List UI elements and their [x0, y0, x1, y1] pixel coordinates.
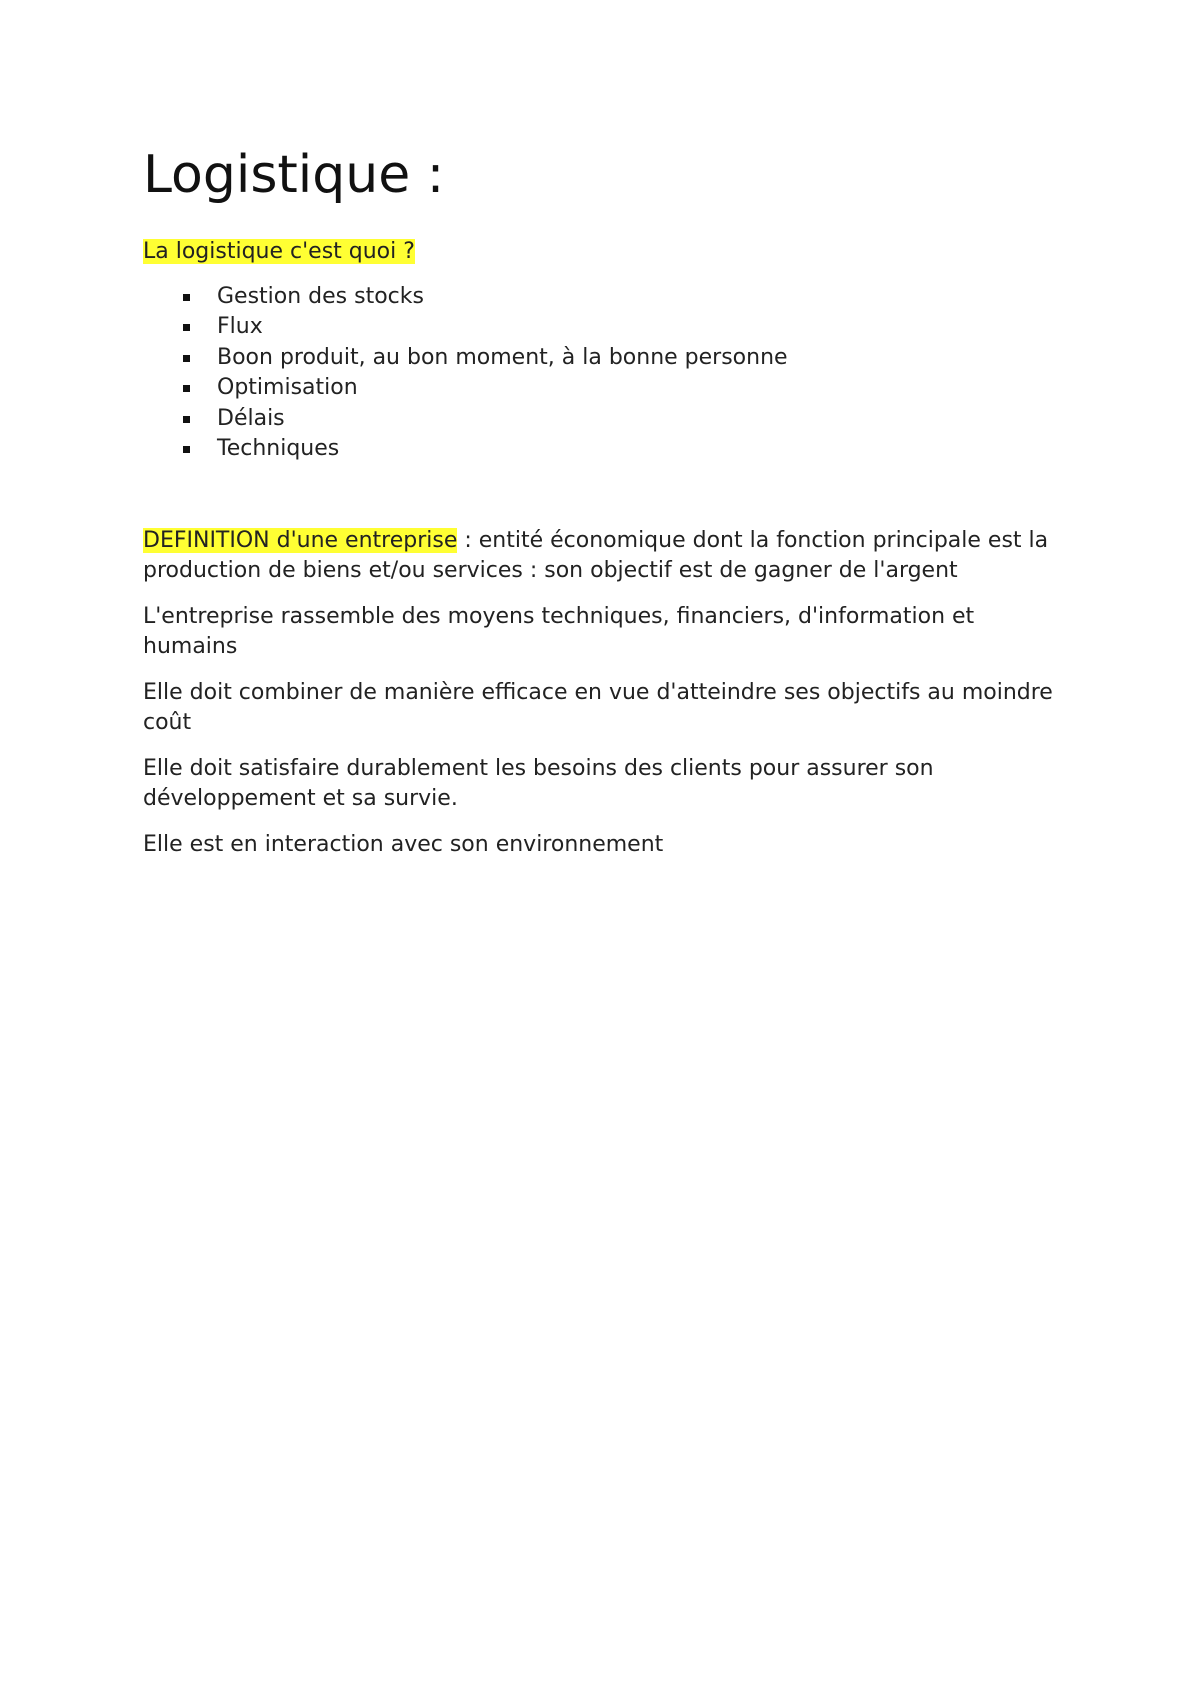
- definition-term: DEFINITION d'une entreprise: [143, 528, 458, 554]
- list-item-text: Gestion des stocks: [217, 284, 424, 309]
- definition-paragraph: [143, 526, 1063, 586]
- list-item: [183, 282, 1063, 312]
- body-paragraph: Elle doit satisfaire durablement les besoins des clients pour assurer son développement et sa survie.: [143, 756, 934, 812]
- square-bullet-icon: [183, 385, 190, 392]
- list-item: [183, 434, 1063, 464]
- body-paragraph: L'entreprise rassemble des moyens techniques, financiers, d'information et humains: [143, 604, 975, 660]
- body-paragraph: Elle est en interaction avec son environnement: [143, 832, 664, 858]
- document-content: [143, 140, 1063, 876]
- square-bullet-icon: [183, 294, 190, 301]
- page-title: Logistique :: [143, 145, 445, 205]
- list-item-text: Techniques: [217, 436, 340, 462]
- list-item-text: Délais: [217, 405, 285, 431]
- list-item: [183, 312, 1063, 342]
- highlighted-question: La logistique c'est quoi ?: [143, 239, 415, 264]
- list-item-text: Optimisation: [217, 375, 358, 401]
- body-paragraph: Elle doit combiner de manière efficace en vue d'atteindre ses objectifs au moindre coût: [143, 680, 1053, 736]
- list-item: [183, 404, 1063, 434]
- square-bullet-icon: [183, 416, 190, 423]
- list-item-text: Boon produit, au bon moment, à la bonne personne: [217, 344, 788, 370]
- square-bullet-icon: [183, 355, 190, 362]
- square-bullet-icon: [183, 324, 190, 331]
- section-spacer: [143, 464, 1063, 526]
- bullet-list: [143, 282, 1063, 464]
- list-item: [183, 343, 1063, 373]
- question-line: [143, 238, 1063, 266]
- square-bullet-icon: [183, 446, 190, 453]
- list-item: [183, 373, 1063, 403]
- definition-text: : entité économique dont la fonction principale est la production de biens et/ou services : son objectif est de gagner de l'argent: [143, 528, 1049, 584]
- list-item-text: Flux: [217, 314, 263, 340]
